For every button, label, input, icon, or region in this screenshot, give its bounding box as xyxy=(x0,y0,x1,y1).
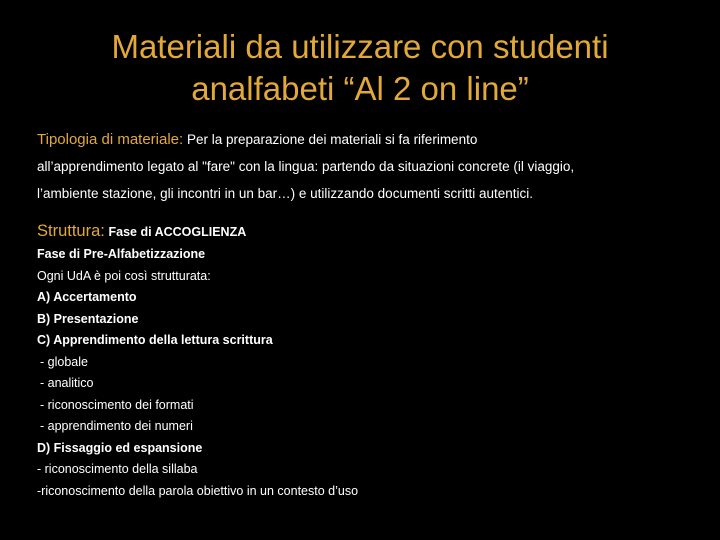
struttura-list-item: Fase di Pre-Alfabetizzazione xyxy=(37,247,206,261)
struttura-list-item: A) Accertamento xyxy=(37,290,137,304)
struttura-list-item: D) Fissaggio ed espansione xyxy=(37,440,203,455)
tipologia-line-2: all’apprendimento legato al "fare" con la lingua: partendo da situazioni concrete (il viaggio, xyxy=(37,159,575,174)
struttura-list-item: - riconoscimento della sillaba xyxy=(37,462,198,476)
struttura-heading xyxy=(37,219,697,244)
struttura-list-item: - analitico xyxy=(40,376,94,390)
slide-title-line-2: analfabeti “Al 2 on line” xyxy=(191,70,529,107)
struttura-first-item: Fase di ACCOGLIENZA xyxy=(108,225,247,239)
struttura-list-item: Ogni UdA è poi così strutturata: xyxy=(37,268,211,283)
tipologia-paragraph xyxy=(37,126,697,207)
struttura-list-item: - globale xyxy=(40,354,88,369)
struttura-list xyxy=(37,244,697,502)
slide-body xyxy=(37,126,697,502)
slide-title-line-1: Materiali da utilizzare con studenti xyxy=(111,28,609,65)
tipologia-line-1 xyxy=(37,126,697,153)
struttura-list-item: - apprendimento dei numeri xyxy=(40,419,193,433)
slide-title xyxy=(20,26,700,110)
struttura-list-item: -riconoscimento della parola obiettivo in un contesto d’uso xyxy=(37,483,359,498)
struttura-list-item: - riconoscimento dei formati xyxy=(40,397,194,412)
tipologia-line-3: l’ambiente stazione, gli incontri in un bar…) e utilizzando documenti scritti autentici. xyxy=(37,186,533,201)
struttura-label: Struttura: xyxy=(37,222,105,240)
struttura-list-item: B) Presentazione xyxy=(37,311,139,326)
struttura-list-item: C) Apprendimento della lettura scrittura xyxy=(37,333,273,347)
tipologia-label: Tipologia di materiale: xyxy=(37,131,184,148)
tipologia-text-1: Per la preparazione dei materiali si fa riferimento xyxy=(186,132,478,147)
